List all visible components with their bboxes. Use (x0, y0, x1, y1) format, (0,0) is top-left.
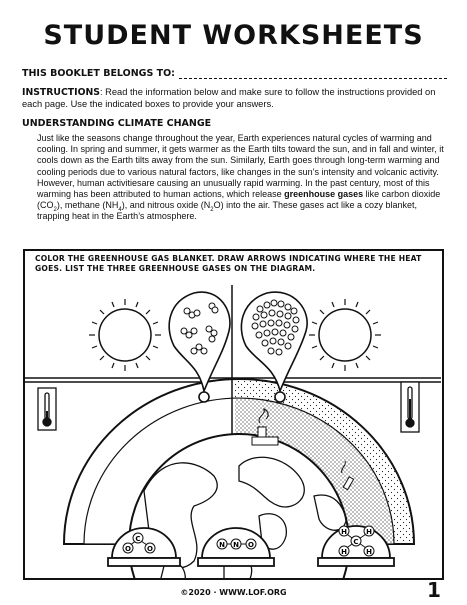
atom-label: H (341, 548, 347, 556)
paragraph-text: ), and nitrous oxide (N (121, 200, 211, 211)
thermometer-left-icon (38, 388, 56, 430)
atom-label: C (353, 538, 359, 546)
sun-right-icon (309, 299, 381, 371)
name-blank-line[interactable] (179, 68, 447, 79)
section-heading: UNDERSTANDING CLIMATE CHANGE (22, 118, 212, 129)
paragraph-text: O) into the air. These gases act like a cozy blanket, trapping heat in the Earth’s atmosphere. (37, 200, 418, 222)
atom-label: C (135, 535, 141, 543)
atom-label: H (366, 548, 372, 556)
subscript: 4 (118, 207, 122, 214)
subscript: 2 (53, 207, 57, 214)
footer-copyright: ©2020 · WWW.LOF.ORG (180, 588, 287, 597)
atom-label: N (219, 541, 225, 549)
instructions-text: : Read the information below and make sure to follow the instructions provided on each page. Use the indicated boxes to provide your answers. (22, 87, 436, 109)
paragraph-text: Just like the seasons change throughout the year, Earth experiences natural cycles of warming and cooling. In spring and summer, it gets warmer as the Earth tilts toward the sun, and in fall and winter, it cools down as the Earth tilts away from the sun. Similarly, Earth goes through long-term warming and cooling periods due to various natural factors, like changes in the sun’s intensity and volcanic activity. However, human activitiesare causing an unusually rapid warming. In the past century, most of this warming has been attributed to human actions, which release (37, 133, 444, 200)
sun-left-icon (89, 299, 161, 371)
atom-label: H (341, 528, 347, 536)
activity-prompt: COLOR THE GREENHOUSE GAS BLANKET. DRAW ARROWS INDICATING WHERE THE HEAT GOES. LIST THE THREE GREENHOUSE GASES ON THE DIAGRAM. (35, 254, 422, 273)
atom-label: O (248, 541, 254, 549)
greenhouse-diagram[interactable] (24, 251, 441, 578)
booklet-owner-line (22, 68, 447, 79)
atom-label: O (125, 545, 131, 553)
instructions (22, 87, 447, 110)
greenhouse-gases-term: greenhouse gases (284, 189, 364, 200)
atom-label: O (147, 545, 153, 553)
page-number: 1 (427, 578, 441, 602)
climate-paragraph (37, 133, 447, 223)
atom-label: N (233, 541, 239, 549)
instructions-label: INSTRUCTIONS (22, 87, 100, 98)
thermometer-right-icon (401, 382, 419, 432)
belongs-label: THIS BOOKLET BELONGS TO: (22, 68, 175, 79)
paragraph-text: like carbon dioxide (CO (37, 189, 441, 211)
page-title: STUDENT WORKSHEETS (43, 20, 424, 51)
subscript: 2 (210, 207, 214, 214)
paragraph-text: ), methane (NH (56, 200, 119, 211)
atom-label: H (366, 528, 372, 536)
